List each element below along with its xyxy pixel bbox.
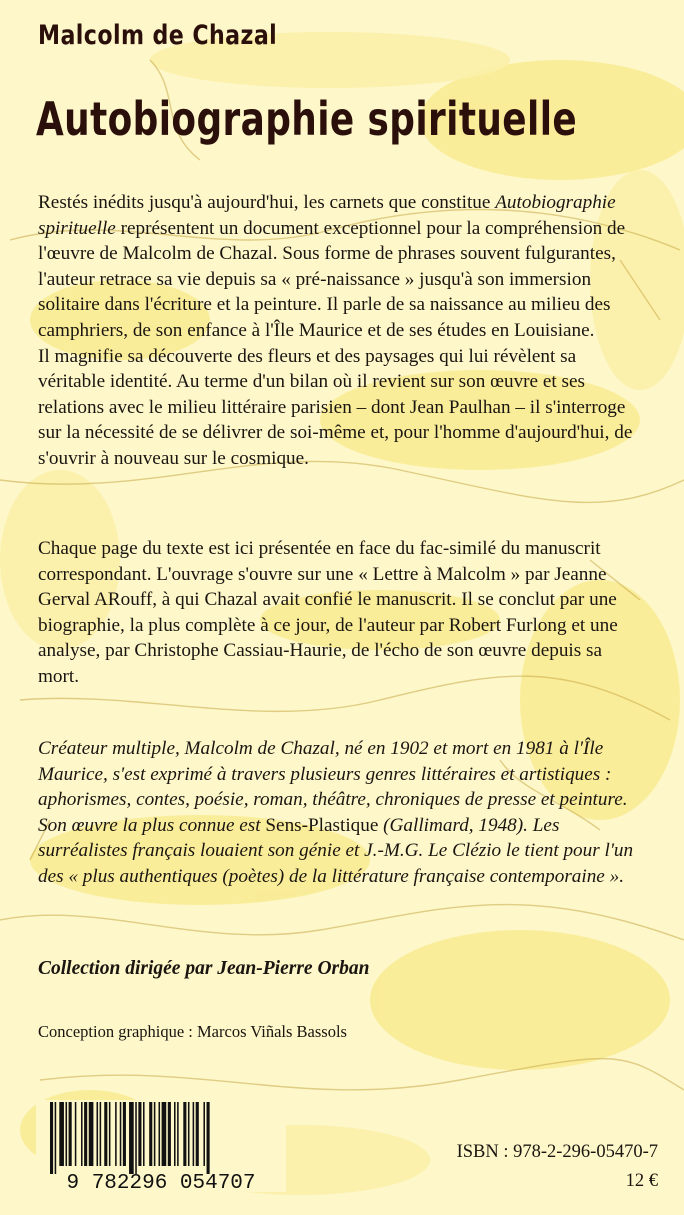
barcode-bar: [50, 1102, 53, 1174]
barcode-bar: [135, 1102, 137, 1174]
barcode-bar: [89, 1102, 94, 1166]
author-bio-paragraph: [38, 736, 638, 890]
barcode-bar: [104, 1102, 107, 1166]
barcode-bar: [55, 1102, 57, 1174]
barcode-bar: [75, 1102, 77, 1166]
bio-work-title: Sens-Plastique: [265, 814, 379, 836]
barcode-bar: [168, 1102, 171, 1166]
barcode-bar: [81, 1102, 83, 1166]
barcode-digits: 9 782296 054707: [66, 1172, 256, 1192]
bio-text-2: (Gallimard, 1948). Les surréalistes français louaient son génie et J.-M.G. Le Clézio le tient pour l'un des « plus authentiques (poètes) de la littérature française contemporaine ».: [38, 814, 634, 887]
summary-text-2: représentent un document exceptionnel pour la compréhension de l'œuvre de Malcolm de Chazal. Sous forme de phrases souvent fulgurantes, l'auteur retrace sa vie depuis sa « pré-naissance » jusqu'à son immersion solitaire dans l'écriture et la peinture. Il parle de sa naissance au milieu des camphriers, de son enfance à l'Île Maurice et de ses études en Louisiane.: [38, 217, 626, 341]
isbn: ISBN : 978-2-296-05470-7: [456, 1142, 658, 1162]
barcode-bar: [138, 1102, 141, 1166]
book-title: Autobiographie spirituelle: [36, 92, 578, 146]
barcode-bar: [84, 1102, 87, 1166]
barcode-bar: [193, 1102, 195, 1166]
barcode-bar: [120, 1102, 122, 1166]
barcode-bar: [69, 1102, 72, 1166]
author-name: Malcolm de Chazal: [38, 20, 278, 51]
barcode-bar: [174, 1102, 176, 1166]
barcode-bar: [188, 1102, 190, 1166]
barcode-bar: [207, 1102, 210, 1174]
barcode-bar: [203, 1102, 205, 1166]
design-credit: Conception graphique : Marcos Viñals Bassols: [38, 1022, 347, 1041]
summary-text-3: Il magnifie sa découverte des fleurs et des paysages qui lui révèlent sa véritable identité. Au terme d'un bilan où il revient sur son œuvre et ses relations avec le milieu littéraire parisien – dont Jean Paulhan – il s'interroge sur la nécessité de se délivrer de soi-même et, pour l'homme d'aujourd'hui, de s'ouvrir à nouveau sur le cosmique.: [38, 345, 633, 469]
summary-paragraph: [38, 190, 638, 472]
barcode-bar: [129, 1102, 134, 1174]
barcode-bar: [100, 1102, 102, 1166]
collection-credit: Collection dirigée par Jean-Pierre Orban: [38, 958, 370, 979]
barcode-bar: [159, 1102, 161, 1166]
barcode-bar: [59, 1102, 64, 1166]
barcode-bar: [162, 1102, 167, 1166]
barcode-bar: [183, 1102, 186, 1166]
barcode-bar: [66, 1102, 68, 1166]
barcode-bar: [115, 1102, 117, 1166]
barcode: [36, 1100, 286, 1192]
barcode-bar: [109, 1102, 111, 1166]
barcode-bar: [177, 1102, 179, 1166]
price: 12 €: [625, 1171, 658, 1191]
barcode-bar: [196, 1102, 199, 1166]
barcode-bar: [143, 1102, 145, 1166]
barcode-bar: [123, 1102, 126, 1166]
edition-paragraph: Chaque page du texte est ici présentée en face du fac-similé du manuscrit correspondant. L'ouvrage s'ouvre sur une « Lettre à Malcolm » par Jeanne Gerval ARouff, à qui Chazal avait confié le manuscrit. Il se conclut par une biographie, la plus complète à ce jour, de l'auteur par Robert Furlong et une analyse, par Christophe Cassiau-Haurie, de l'écho de son œuvre depuis sa mort.: [38, 538, 618, 687]
barcode-bar: [154, 1102, 156, 1166]
summary-text-1: Restés inédits jusqu'à aujourd'hui, les carnets que constitue: [38, 192, 496, 213]
bio-text-1: Créateur multiple, Malcolm de Chazal, né en 1902 et mort en 1981 à l'Île Maurice, s'est exprimé à travers plusieurs genres littéraires et artistiques : aphorismes, contes, poésie, roman, théâtre, chroniques de presse et peinture. Son œuvre la plus connue est: [38, 738, 628, 836]
barcode-bar: [97, 1102, 99, 1166]
barcode-bar: [149, 1102, 152, 1166]
summary-title-ref: Autobiographie spirituelle: [38, 192, 616, 239]
